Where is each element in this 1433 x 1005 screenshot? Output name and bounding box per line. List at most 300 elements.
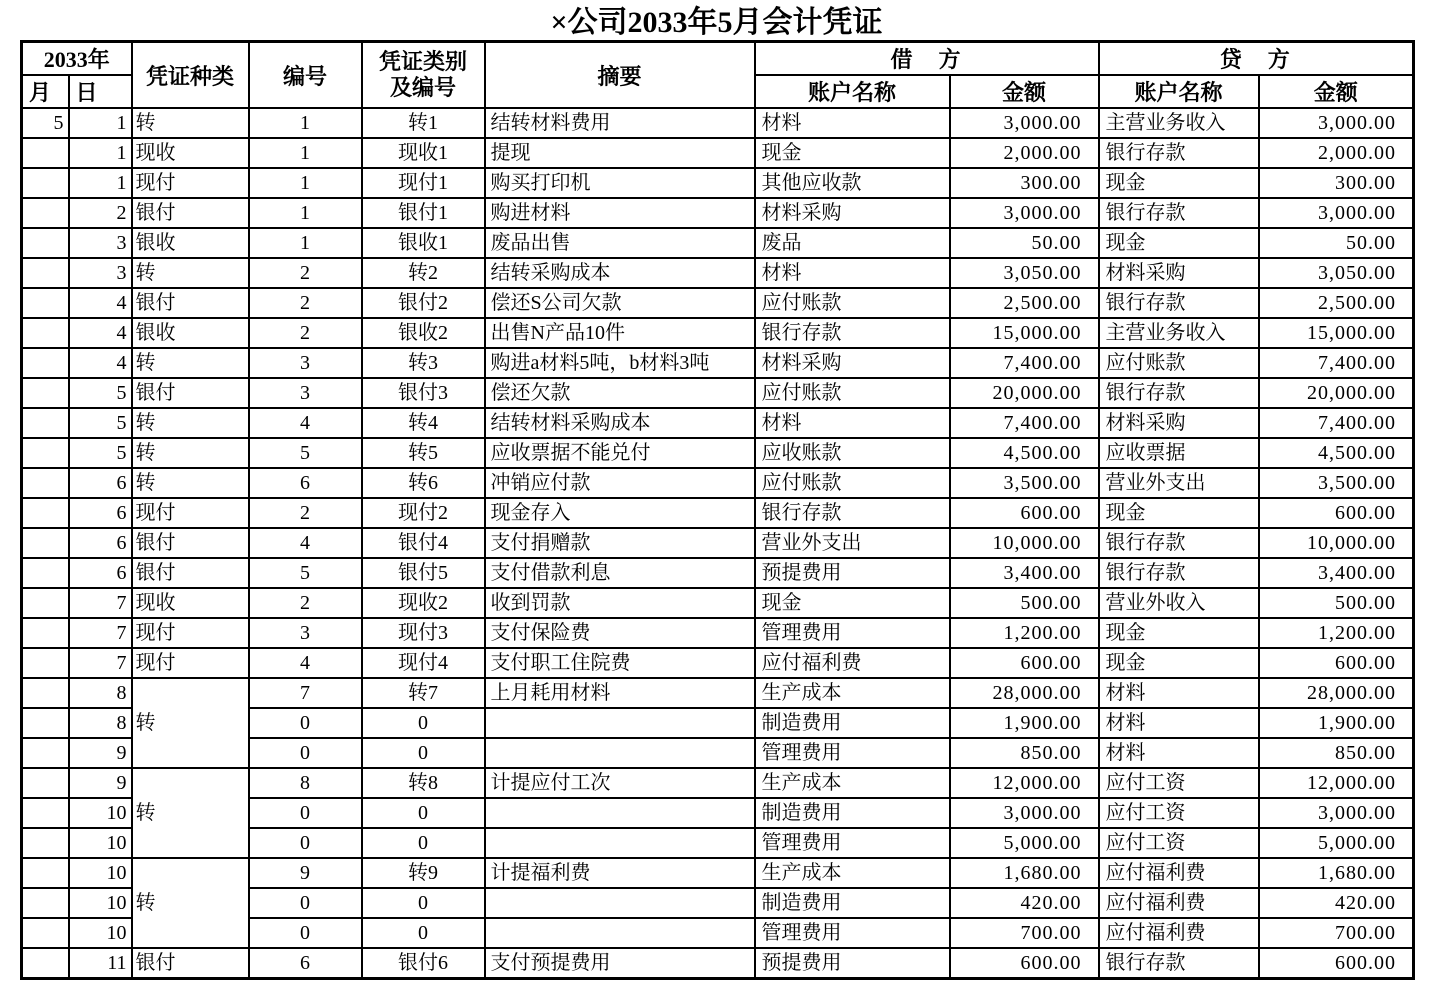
cell-voucher-type: 转 bbox=[132, 108, 249, 138]
cell-debit-amount: 2,000.00 bbox=[950, 138, 1099, 168]
cell-serial: 7 bbox=[249, 678, 362, 708]
cell-debit-account: 管理费用 bbox=[755, 828, 950, 858]
cell-debit-account: 制造费用 bbox=[755, 798, 950, 828]
cell-debit-amount: 12,000.00 bbox=[950, 768, 1099, 798]
cell-credit-amount: 7,400.00 bbox=[1259, 408, 1414, 438]
cell-debit-account: 制造费用 bbox=[755, 888, 950, 918]
cell-credit-amount: 15,000.00 bbox=[1259, 318, 1414, 348]
cell-credit-amount: 4,500.00 bbox=[1259, 438, 1414, 468]
cell-debit-amount: 3,050.00 bbox=[950, 258, 1099, 288]
cell-voucher-type: 转 bbox=[132, 768, 249, 858]
cell-summary: 支付捐赠款 bbox=[485, 528, 755, 558]
cell-summary: 偿还欠款 bbox=[485, 378, 755, 408]
cell-month bbox=[22, 558, 69, 588]
cell-category: 0 bbox=[362, 798, 485, 828]
cell-voucher-type: 银付 bbox=[132, 198, 249, 228]
cell-debit-amount: 600.00 bbox=[950, 498, 1099, 528]
cell-credit-account: 银行存款 bbox=[1099, 288, 1259, 318]
cell-debit-amount: 3,000.00 bbox=[950, 198, 1099, 228]
table-row bbox=[22, 618, 1414, 648]
cell-credit-amount: 1,900.00 bbox=[1259, 708, 1414, 738]
cell-credit-amount: 3,050.00 bbox=[1259, 258, 1414, 288]
cell-category: 转3 bbox=[362, 348, 485, 378]
cell-debit-amount: 700.00 bbox=[950, 918, 1099, 948]
cell-voucher-type: 现付 bbox=[132, 168, 249, 198]
cell-day: 8 bbox=[69, 678, 132, 708]
cell-debit-amount: 10,000.00 bbox=[950, 528, 1099, 558]
cell-category: 现收2 bbox=[362, 588, 485, 618]
cell-credit-amount: 28,000.00 bbox=[1259, 678, 1414, 708]
cell-month bbox=[22, 228, 69, 258]
table-row bbox=[22, 858, 1414, 888]
cell-credit-amount: 700.00 bbox=[1259, 918, 1414, 948]
cell-category: 转6 bbox=[362, 468, 485, 498]
cell-day: 1 bbox=[69, 108, 132, 138]
cell-month bbox=[22, 288, 69, 318]
cell-serial: 9 bbox=[249, 858, 362, 888]
cell-serial: 2 bbox=[249, 498, 362, 528]
cell-category: 银付5 bbox=[362, 558, 485, 588]
cell-category: 转2 bbox=[362, 258, 485, 288]
cell-credit-amount: 1,680.00 bbox=[1259, 858, 1414, 888]
cell-credit-amount: 300.00 bbox=[1259, 168, 1414, 198]
cell-debit-amount: 7,400.00 bbox=[950, 348, 1099, 378]
cell-credit-amount: 850.00 bbox=[1259, 738, 1414, 768]
cell-credit-amount: 1,200.00 bbox=[1259, 618, 1414, 648]
cell-serial: 3 bbox=[249, 378, 362, 408]
cell-voucher-type: 银收 bbox=[132, 228, 249, 258]
cell-debit-account: 现金 bbox=[755, 138, 950, 168]
category-header bbox=[362, 42, 485, 109]
cell-summary: 上月耗用材料 bbox=[485, 678, 755, 708]
cell-voucher-type: 现付 bbox=[132, 648, 249, 678]
cell-month bbox=[22, 138, 69, 168]
cell-category: 现付3 bbox=[362, 618, 485, 648]
credit-amount-header: 金额 bbox=[1259, 75, 1414, 108]
cell-day: 4 bbox=[69, 348, 132, 378]
table-row bbox=[22, 198, 1414, 228]
cell-serial: 0 bbox=[249, 708, 362, 738]
cell-month bbox=[22, 438, 69, 468]
cell-debit-amount: 420.00 bbox=[950, 888, 1099, 918]
cell-summary: 结转采购成本 bbox=[485, 258, 755, 288]
cell-serial: 6 bbox=[249, 948, 362, 979]
cell-category: 转5 bbox=[362, 438, 485, 468]
cell-summary: 购买打印机 bbox=[485, 168, 755, 198]
cell-credit-amount: 600.00 bbox=[1259, 948, 1414, 979]
cell-voucher-type: 转 bbox=[132, 348, 249, 378]
cell-credit-account: 现金 bbox=[1099, 648, 1259, 678]
cell-category: 转8 bbox=[362, 768, 485, 798]
cell-debit-amount: 300.00 bbox=[950, 168, 1099, 198]
cell-summary bbox=[485, 918, 755, 948]
day-header: 日 bbox=[69, 75, 132, 108]
cell-category: 0 bbox=[362, 828, 485, 858]
cell-day: 1 bbox=[69, 138, 132, 168]
cell-summary: 支付职工住院费 bbox=[485, 648, 755, 678]
table-row bbox=[22, 258, 1414, 288]
cell-debit-account: 预提费用 bbox=[755, 558, 950, 588]
debit-account-header: 账户名称 bbox=[755, 75, 950, 108]
cell-debit-account: 材料采购 bbox=[755, 198, 950, 228]
cell-month bbox=[22, 258, 69, 288]
cell-summary: 收到罚款 bbox=[485, 588, 755, 618]
cell-category: 银收2 bbox=[362, 318, 485, 348]
cell-month bbox=[22, 918, 69, 948]
cell-debit-account: 银行存款 bbox=[755, 318, 950, 348]
table-row bbox=[22, 318, 1414, 348]
cell-credit-amount: 20,000.00 bbox=[1259, 378, 1414, 408]
cell-credit-amount: 3,400.00 bbox=[1259, 558, 1414, 588]
cell-day: 6 bbox=[69, 528, 132, 558]
cell-debit-account: 废品 bbox=[755, 228, 950, 258]
cell-month bbox=[22, 678, 69, 708]
table-row bbox=[22, 468, 1414, 498]
cell-debit-account: 生产成本 bbox=[755, 768, 950, 798]
cell-summary bbox=[485, 738, 755, 768]
cell-credit-account: 应付工资 bbox=[1099, 798, 1259, 828]
table-row bbox=[22, 528, 1414, 558]
cell-credit-account: 银行存款 bbox=[1099, 198, 1259, 228]
cell-debit-amount: 600.00 bbox=[950, 948, 1099, 979]
cell-category: 银收1 bbox=[362, 228, 485, 258]
cell-serial: 1 bbox=[249, 198, 362, 228]
cell-voucher-type: 银付 bbox=[132, 378, 249, 408]
cell-day: 5 bbox=[69, 378, 132, 408]
cell-credit-account: 应付福利费 bbox=[1099, 858, 1259, 888]
cell-month bbox=[22, 888, 69, 918]
cell-summary bbox=[485, 798, 755, 828]
cell-month bbox=[22, 588, 69, 618]
cell-credit-account: 主营业务收入 bbox=[1099, 108, 1259, 138]
cell-day: 6 bbox=[69, 468, 132, 498]
cell-category: 银付6 bbox=[362, 948, 485, 979]
cell-credit-amount: 420.00 bbox=[1259, 888, 1414, 918]
month-header: 月 bbox=[22, 75, 69, 108]
cell-voucher-type: 银付 bbox=[132, 948, 249, 979]
cell-debit-amount: 3,400.00 bbox=[950, 558, 1099, 588]
cell-debit-account: 管理费用 bbox=[755, 918, 950, 948]
page-title: ×公司2033年5月会计凭证 bbox=[550, 6, 883, 39]
cell-summary: 支付预提费用 bbox=[485, 948, 755, 979]
cell-credit-amount: 10,000.00 bbox=[1259, 528, 1414, 558]
cell-day: 10 bbox=[69, 918, 132, 948]
voucher-table bbox=[20, 40, 1415, 980]
cell-category: 银付2 bbox=[362, 288, 485, 318]
cell-debit-amount: 3,000.00 bbox=[950, 108, 1099, 138]
cell-voucher-type: 银付 bbox=[132, 528, 249, 558]
table-row bbox=[22, 228, 1414, 258]
table-row bbox=[22, 438, 1414, 468]
cell-debit-amount: 500.00 bbox=[950, 588, 1099, 618]
cell-day: 5 bbox=[69, 438, 132, 468]
cell-credit-amount: 3,500.00 bbox=[1259, 468, 1414, 498]
cell-voucher-type: 现收 bbox=[132, 138, 249, 168]
table-row bbox=[22, 558, 1414, 588]
cell-summary: 冲销应付款 bbox=[485, 468, 755, 498]
cell-category: 0 bbox=[362, 918, 485, 948]
cell-debit-amount: 50.00 bbox=[950, 228, 1099, 258]
cell-month bbox=[22, 798, 69, 828]
cell-debit-account: 应付账款 bbox=[755, 468, 950, 498]
cell-serial: 1 bbox=[249, 108, 362, 138]
cell-credit-amount: 3,000.00 bbox=[1259, 798, 1414, 828]
cell-category: 银付4 bbox=[362, 528, 485, 558]
cell-credit-account: 材料 bbox=[1099, 708, 1259, 738]
cell-voucher-type: 银付 bbox=[132, 558, 249, 588]
cell-summary: 应收票据不能兑付 bbox=[485, 438, 755, 468]
cell-month bbox=[22, 318, 69, 348]
cell-voucher-type: 现收 bbox=[132, 588, 249, 618]
cell-serial: 2 bbox=[249, 318, 362, 348]
cell-voucher-type: 转 bbox=[132, 468, 249, 498]
table-row bbox=[22, 948, 1414, 979]
cell-debit-amount: 4,500.00 bbox=[950, 438, 1099, 468]
cell-day: 8 bbox=[69, 708, 132, 738]
cell-credit-account: 银行存款 bbox=[1099, 948, 1259, 979]
cell-month bbox=[22, 618, 69, 648]
cell-summary: 计提应付工次 bbox=[485, 768, 755, 798]
year-header: 2033年 bbox=[22, 42, 132, 76]
cell-voucher-type: 现付 bbox=[132, 498, 249, 528]
cell-month bbox=[22, 198, 69, 228]
cell-category: 转1 bbox=[362, 108, 485, 138]
cell-credit-account: 主营业务收入 bbox=[1099, 318, 1259, 348]
cell-day: 5 bbox=[69, 408, 132, 438]
cell-serial: 1 bbox=[249, 168, 362, 198]
cell-category: 转9 bbox=[362, 858, 485, 888]
cell-credit-account: 现金 bbox=[1099, 498, 1259, 528]
cell-credit-amount: 50.00 bbox=[1259, 228, 1414, 258]
cell-voucher-type: 转 bbox=[132, 858, 249, 948]
table-row bbox=[22, 378, 1414, 408]
cell-summary: 废品出售 bbox=[485, 228, 755, 258]
summary-header: 摘要 bbox=[485, 42, 755, 109]
cell-day: 10 bbox=[69, 888, 132, 918]
cell-credit-account: 材料采购 bbox=[1099, 408, 1259, 438]
cell-debit-amount: 7,400.00 bbox=[950, 408, 1099, 438]
cell-debit-account: 应付福利费 bbox=[755, 648, 950, 678]
cell-credit-account: 银行存款 bbox=[1099, 558, 1259, 588]
cell-summary: 购进材料 bbox=[485, 198, 755, 228]
cell-credit-account: 材料采购 bbox=[1099, 258, 1259, 288]
cell-debit-amount: 600.00 bbox=[950, 648, 1099, 678]
table-row bbox=[22, 678, 1414, 708]
cell-summary: 提现 bbox=[485, 138, 755, 168]
cell-category: 0 bbox=[362, 888, 485, 918]
cell-debit-account: 管理费用 bbox=[755, 618, 950, 648]
cell-month bbox=[22, 858, 69, 888]
cell-debit-account: 材料 bbox=[755, 258, 950, 288]
cell-day: 11 bbox=[69, 948, 132, 979]
table-row bbox=[22, 408, 1414, 438]
cell-month bbox=[22, 738, 69, 768]
table-row bbox=[22, 588, 1414, 618]
cell-serial: 5 bbox=[249, 438, 362, 468]
cell-serial: 0 bbox=[249, 798, 362, 828]
table-row bbox=[22, 648, 1414, 678]
cell-summary: 支付保险费 bbox=[485, 618, 755, 648]
cell-credit-account: 应付账款 bbox=[1099, 348, 1259, 378]
cell-credit-account: 现金 bbox=[1099, 228, 1259, 258]
cell-credit-account: 应付工资 bbox=[1099, 828, 1259, 858]
cell-credit-account: 应收票据 bbox=[1099, 438, 1259, 468]
cell-debit-account: 应付账款 bbox=[755, 288, 950, 318]
cell-day: 9 bbox=[69, 768, 132, 798]
cell-voucher-type: 转 bbox=[132, 438, 249, 468]
cell-day: 2 bbox=[69, 198, 132, 228]
cell-day: 4 bbox=[69, 318, 132, 348]
cell-day: 10 bbox=[69, 858, 132, 888]
credit-header: 贷 方 bbox=[1099, 42, 1414, 76]
cell-summary: 计提福利费 bbox=[485, 858, 755, 888]
cell-debit-amount: 5,000.00 bbox=[950, 828, 1099, 858]
cell-debit-account: 预提费用 bbox=[755, 948, 950, 979]
cell-serial: 5 bbox=[249, 558, 362, 588]
cell-serial: 0 bbox=[249, 738, 362, 768]
cell-debit-amount: 20,000.00 bbox=[950, 378, 1099, 408]
cell-debit-account: 应付账款 bbox=[755, 378, 950, 408]
cell-debit-account: 营业外支出 bbox=[755, 528, 950, 558]
cell-month bbox=[22, 498, 69, 528]
cell-credit-account: 应付福利费 bbox=[1099, 888, 1259, 918]
cell-serial: 4 bbox=[249, 408, 362, 438]
cell-serial: 8 bbox=[249, 768, 362, 798]
cell-day: 6 bbox=[69, 558, 132, 588]
cell-debit-account: 制造费用 bbox=[755, 708, 950, 738]
cell-day: 7 bbox=[69, 618, 132, 648]
cell-serial: 3 bbox=[249, 618, 362, 648]
cell-summary: 结转材料采购成本 bbox=[485, 408, 755, 438]
debit-header: 借 方 bbox=[755, 42, 1099, 76]
table-row bbox=[22, 498, 1414, 528]
cell-month: 5 bbox=[22, 108, 69, 138]
cell-day: 4 bbox=[69, 288, 132, 318]
cell-day: 9 bbox=[69, 738, 132, 768]
cell-category: 现收1 bbox=[362, 138, 485, 168]
cell-category: 0 bbox=[362, 708, 485, 738]
cell-debit-amount: 3,500.00 bbox=[950, 468, 1099, 498]
table-row bbox=[22, 768, 1414, 798]
table-row bbox=[22, 138, 1414, 168]
cell-day: 10 bbox=[69, 798, 132, 828]
cell-day: 10 bbox=[69, 828, 132, 858]
cell-serial: 2 bbox=[249, 258, 362, 288]
cell-debit-amount: 3,000.00 bbox=[950, 798, 1099, 828]
cell-debit-account: 材料 bbox=[755, 408, 950, 438]
cell-day: 1 bbox=[69, 168, 132, 198]
cell-serial: 1 bbox=[249, 228, 362, 258]
cell-credit-amount: 7,400.00 bbox=[1259, 348, 1414, 378]
cell-debit-account: 管理费用 bbox=[755, 738, 950, 768]
cell-debit-amount: 1,900.00 bbox=[950, 708, 1099, 738]
cell-day: 7 bbox=[69, 648, 132, 678]
cell-serial: 3 bbox=[249, 348, 362, 378]
cell-month bbox=[22, 348, 69, 378]
cell-summary: 结转材料费用 bbox=[485, 108, 755, 138]
cell-summary bbox=[485, 708, 755, 738]
cell-debit-amount: 1,200.00 bbox=[950, 618, 1099, 648]
cell-credit-account: 现金 bbox=[1099, 618, 1259, 648]
cell-category: 银付3 bbox=[362, 378, 485, 408]
cell-day: 6 bbox=[69, 498, 132, 528]
cell-serial: 0 bbox=[249, 828, 362, 858]
cell-category: 转4 bbox=[362, 408, 485, 438]
debit-amount-header: 金额 bbox=[950, 75, 1099, 108]
cell-month bbox=[22, 948, 69, 979]
cell-summary: 现金存入 bbox=[485, 498, 755, 528]
cell-category: 现付1 bbox=[362, 168, 485, 198]
cell-debit-amount: 15,000.00 bbox=[950, 318, 1099, 348]
cell-summary bbox=[485, 888, 755, 918]
table-row bbox=[22, 108, 1414, 138]
cell-debit-account: 其他应收款 bbox=[755, 168, 950, 198]
cell-debit-amount: 850.00 bbox=[950, 738, 1099, 768]
category-header-line1: 凭证类别 bbox=[379, 49, 468, 74]
cell-serial: 2 bbox=[249, 288, 362, 318]
cell-credit-account: 营业外收入 bbox=[1099, 588, 1259, 618]
voucher-type-header: 凭证种类 bbox=[132, 42, 249, 109]
cell-credit-amount: 5,000.00 bbox=[1259, 828, 1414, 858]
cell-category: 转7 bbox=[362, 678, 485, 708]
cell-day: 3 bbox=[69, 228, 132, 258]
cell-credit-account: 营业外支出 bbox=[1099, 468, 1259, 498]
cell-month bbox=[22, 168, 69, 198]
cell-serial: 0 bbox=[249, 888, 362, 918]
cell-credit-account: 应付工资 bbox=[1099, 768, 1259, 798]
cell-credit-account: 应付福利费 bbox=[1099, 918, 1259, 948]
cell-serial: 2 bbox=[249, 588, 362, 618]
cell-debit-account: 银行存款 bbox=[755, 498, 950, 528]
cell-credit-amount: 2,000.00 bbox=[1259, 138, 1414, 168]
cell-month bbox=[22, 378, 69, 408]
cell-category: 现付4 bbox=[362, 648, 485, 678]
cell-debit-account: 材料 bbox=[755, 108, 950, 138]
cell-summary bbox=[485, 828, 755, 858]
cell-credit-amount: 3,000.00 bbox=[1259, 108, 1414, 138]
cell-debit-account: 生产成本 bbox=[755, 858, 950, 888]
cell-credit-account: 银行存款 bbox=[1099, 378, 1259, 408]
serial-header: 编号 bbox=[249, 42, 362, 109]
cell-serial: 1 bbox=[249, 138, 362, 168]
cell-serial: 4 bbox=[249, 528, 362, 558]
category-header-line2: 及编号 bbox=[390, 75, 457, 100]
cell-category: 银付1 bbox=[362, 198, 485, 228]
cell-credit-account: 材料 bbox=[1099, 738, 1259, 768]
cell-debit-account: 材料采购 bbox=[755, 348, 950, 378]
cell-month bbox=[22, 828, 69, 858]
cell-credit-amount: 600.00 bbox=[1259, 498, 1414, 528]
cell-debit-amount: 28,000.00 bbox=[950, 678, 1099, 708]
cell-serial: 6 bbox=[249, 468, 362, 498]
table-row bbox=[22, 288, 1414, 318]
cell-voucher-type: 转 bbox=[132, 408, 249, 438]
table-row bbox=[22, 348, 1414, 378]
cell-credit-account: 现金 bbox=[1099, 168, 1259, 198]
cell-voucher-type: 转 bbox=[132, 258, 249, 288]
cell-voucher-type: 转 bbox=[132, 678, 249, 768]
cell-summary: 购进a材料5吨，b材料3吨 bbox=[485, 348, 755, 378]
credit-account-header: 账户名称 bbox=[1099, 75, 1259, 108]
cell-credit-account: 银行存款 bbox=[1099, 138, 1259, 168]
cell-serial: 0 bbox=[249, 918, 362, 948]
cell-voucher-type: 银收 bbox=[132, 318, 249, 348]
cell-credit-amount: 12,000.00 bbox=[1259, 768, 1414, 798]
cell-summary: 支付借款利息 bbox=[485, 558, 755, 588]
cell-debit-account: 现金 bbox=[755, 588, 950, 618]
cell-month bbox=[22, 768, 69, 798]
cell-month bbox=[22, 468, 69, 498]
